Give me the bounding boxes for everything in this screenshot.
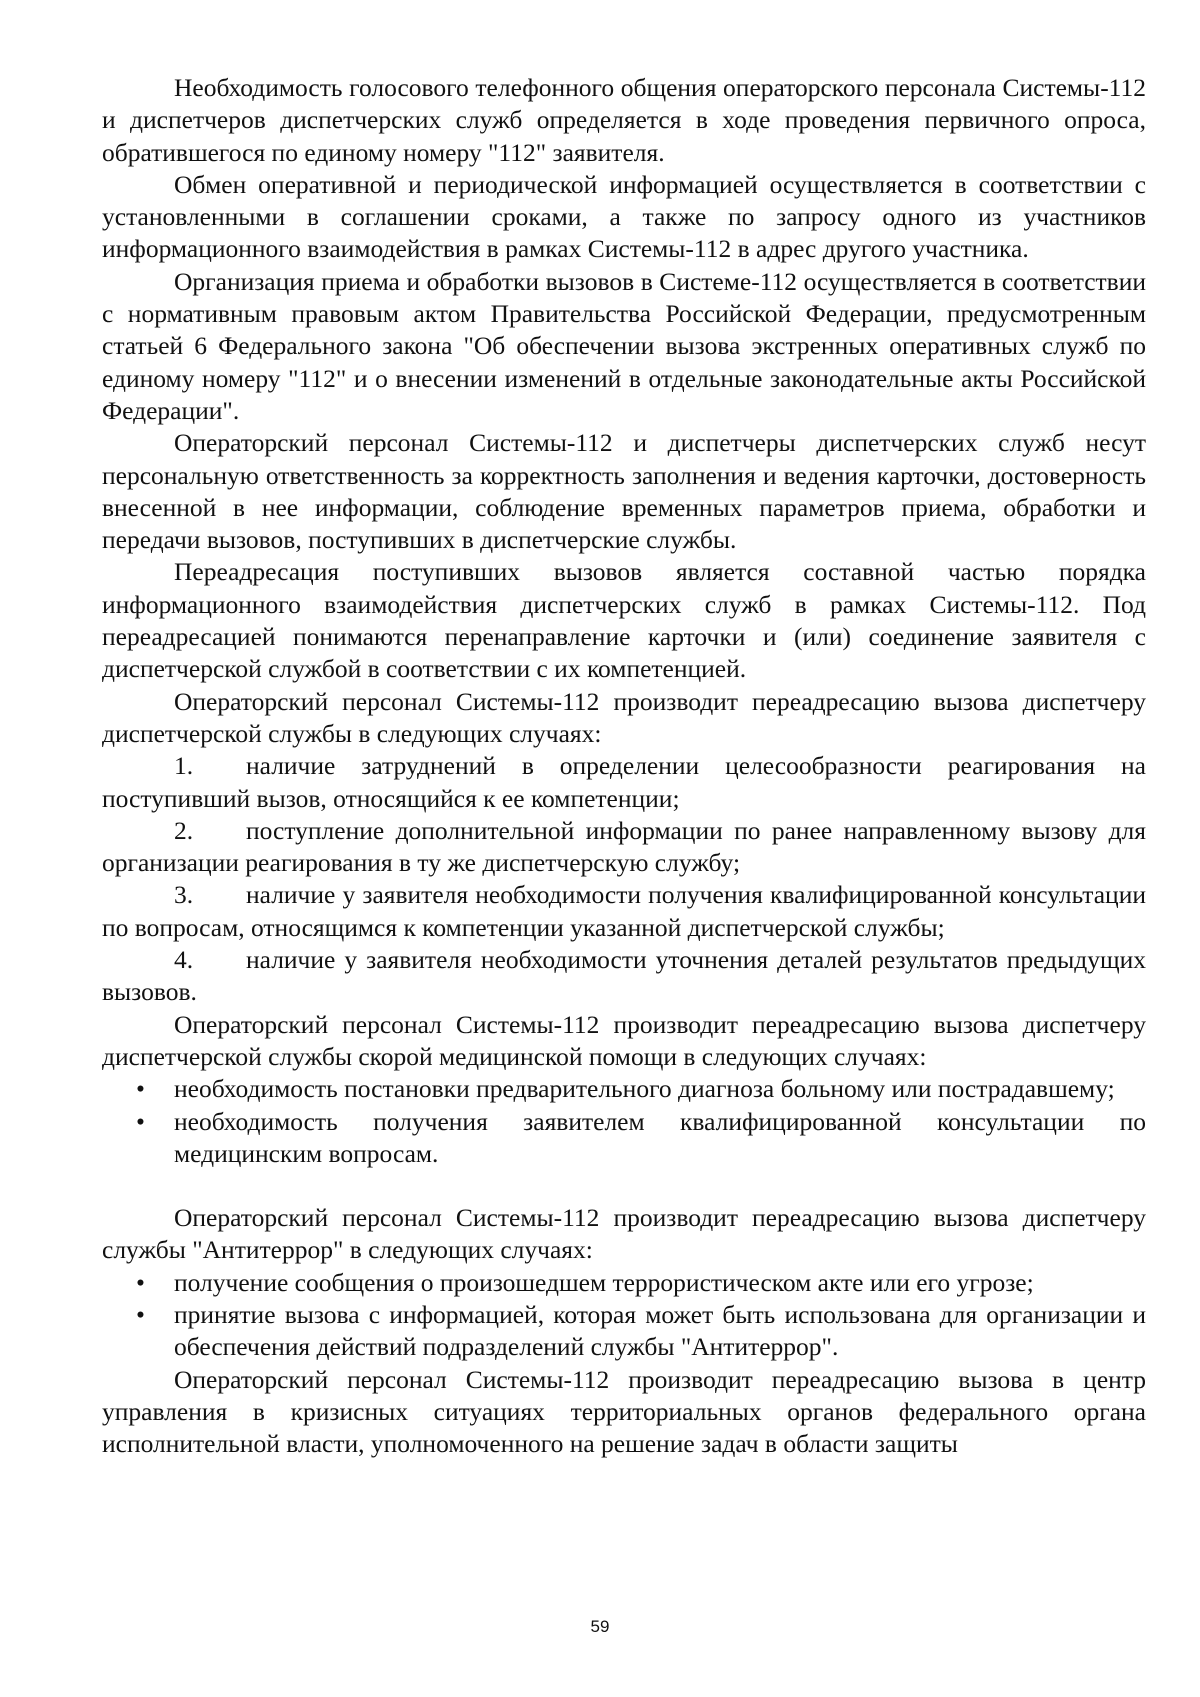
document-page [102,72,1146,1460]
numbered-item [102,944,1146,1009]
paragraph-redirection-definition: Переадресация поступивших вызовов является составной частью порядка информационного взаимодействия диспетчерских служб в рамках Системы-112. Под переадресацией понимаются перенаправление карточки и (или) соединение заявителя с диспетчерской службой в соответствии с их компетенцией. [102,557,1146,684]
item-text: наличие у заявителя необходимости получения квалифицированной консультации по вопросам, относящимся к компетенции указанной диспетчерской службы; [102,880,1146,942]
item-number: 4. [174,945,194,975]
paragraph-crisis-center: Операторский персонал Системы-112 производит переадресацию вызова в центр управления в кризисных ситуациях территориальных органов федерального органа исполнительной власти, уполномоченного на решение задач в области защиты [102,1364,1146,1459]
paragraph-call-handling: Организация приема и обработки вызовов в Системе-112 осуществляется в соответствии с нормативным правовым актом Правительства Российской Федерации, предусмотренным статьей 6 Федерального закона "Об обеспечении вызова экстренных оперативных служб по единому номеру "112" и о внесении изменений в отдельные законодательные акты Российской Федерации". [102,266,1146,425]
paragraph-antiterror-intro: Операторский персонал Системы-112 производит переадресацию вызова диспетчеру службы "Антитеррор" в следующих случаях: [102,1203,1146,1265]
bullet-icon: • [136,1106,145,1136]
list-item [102,1299,1146,1364]
page-number: 59 [590,1617,610,1636]
paragraph-medical-intro: Операторский персонал Системы-112 производит переадресацию вызова диспетчеру диспетчерской службы скорой медицинской помощи в следующих случаях: [102,1009,1146,1071]
item-text: наличие у заявителя необходимости уточнения деталей результатов предыдущих вызовов. [102,945,1146,1007]
bullet-icon: • [136,1299,145,1329]
medical-bullet-list [102,1073,1146,1170]
bullet-icon: • [136,1074,145,1104]
item-number: 3. [174,880,194,910]
paragraph-voice-communication: Необходимость голосового телефонного общения операторского персонала Системы-112 и диспетчеров диспетчерских служб определяется в ходе проведения первичного опроса, обратившегося по единому номеру "112" заявителя. [102,73,1146,167]
paragraph-information-exchange: Обмен оперативной и периодической информацией осуществляется в соответствии с установленными в соглашении сроками, а также по запросу одного из участников информационного взаимодействия в рамках Системы-112 в адрес другого участника. [102,169,1146,264]
paragraph-responsibility: Операторский персонал Системы-112 и диспетчеры диспетчерских служб несут персональную ответственность за корректность заполнения и ведения карточки, достоверность внесенной в нее информации, соблюдение временных параметров приема, обработки и передачи вызовов, поступивших в диспетчерские службы. [102,428,1146,555]
list-item-text: получение сообщения о произошедшем террористическом акте или его угрозе; [174,1267,1034,1297]
list-item-text: необходимость получения заявителем квалифицированной консультации по медицинским вопросам. [174,1106,1146,1168]
item-text: наличие затруднений в определении целесообразности реагирования на поступивший вызов, относящийся к ее компетенции; [102,751,1146,813]
list-item [102,1106,1146,1171]
numbered-item [102,750,1146,815]
blank-line [102,1170,1146,1202]
item-number: 1. [174,751,194,781]
bullet-icon: • [136,1267,145,1297]
list-item-text: необходимость постановки предварительного диагноза больному или пострадавшему; [174,1074,1115,1104]
numbered-item [102,879,1146,944]
item-text: поступление дополнительной информации по ранее направленному вызову для организации реагирования в ту же диспетчерскую службу; [102,815,1146,878]
list-item [102,1267,1146,1299]
antiterror-bullet-list [102,1267,1146,1364]
list-item [102,1073,1146,1105]
numbered-item [102,815,1146,880]
paragraph-redirection-cases-intro: Операторский персонал Системы-112 производит переадресацию вызова диспетчеру диспетчерской службы в следующих случаях: [102,686,1146,748]
list-item-text: принятие вызова с информацией, которая может быть использована для организации и обеспечения действий подразделений службы "Антитеррор". [174,1299,1146,1362]
item-number: 2. [174,815,194,845]
